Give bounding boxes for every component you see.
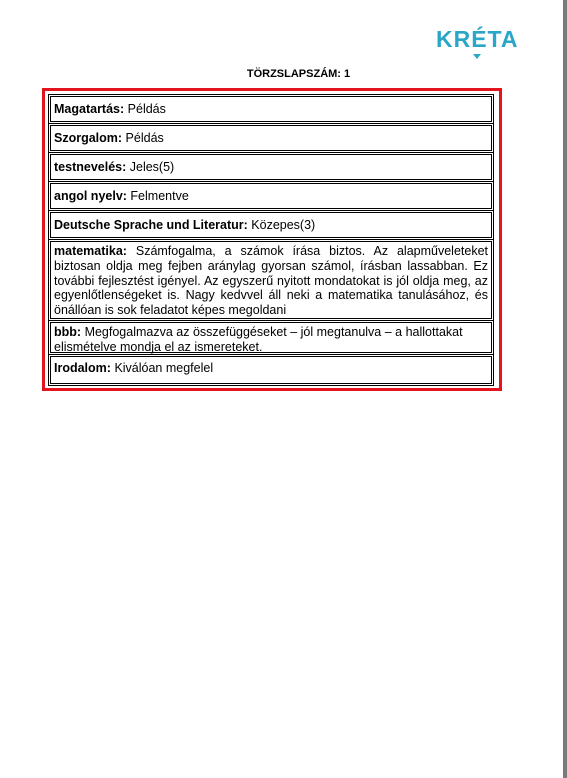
logo-mark-icon [473,54,481,59]
row-subject: Irodalom: [54,361,111,375]
table-row [49,211,493,240]
row-subject: angol nyelv: [54,189,127,203]
kreta-logo [436,22,519,62]
table-row [49,182,493,211]
table-row [49,153,493,182]
page-title: TÖRZSLAPSZÁM: 1 [246,68,351,80]
grades-table [48,94,494,386]
row-value: Kiválóan megfelel [114,361,214,375]
row-subject: bbb: [54,325,82,339]
table-row [49,95,493,124]
logo-text: KRÉTA [436,26,519,52]
row-subject: testnevelés: [54,160,127,174]
row-subject: Szorgalom: [54,131,123,145]
row-value: Számfogalma, a számok írása biztos. Az alapműveleteket biztosan oldja meg fejben aránylag gyorsan számol, írásban lassabban. Ez további fejlesztést igényel. Az egyszerű nyitott mondatokat is jól oldja meg, az egyenlőtlenségeket is. Nagy kedvvel áll neki a matematika tanulásához, és önállóan is sok feladatot képes megoldani [54,244,488,318]
row-value: Közepes(3) [251,218,316,232]
row-value: Jeles(5) [129,160,175,174]
table-row [49,321,493,355]
table-row [49,124,493,153]
table-row [49,240,493,321]
row-value: Példás [125,131,164,145]
row-subject: Magatartás: [54,102,125,116]
page-edge-shadow [563,0,567,778]
row-value: Felmentve [130,189,189,203]
row-value: Példás [127,102,166,116]
table-row [49,355,493,386]
row-subject: Deutsche Sprache und Literatur: [54,218,248,232]
row-subject: matematika: [54,244,127,258]
row-value: Megfogalmazva az összefüggéseket – jól megtanulva – a hallottakat elismételve mondja el az ismereteket. [54,325,463,354]
